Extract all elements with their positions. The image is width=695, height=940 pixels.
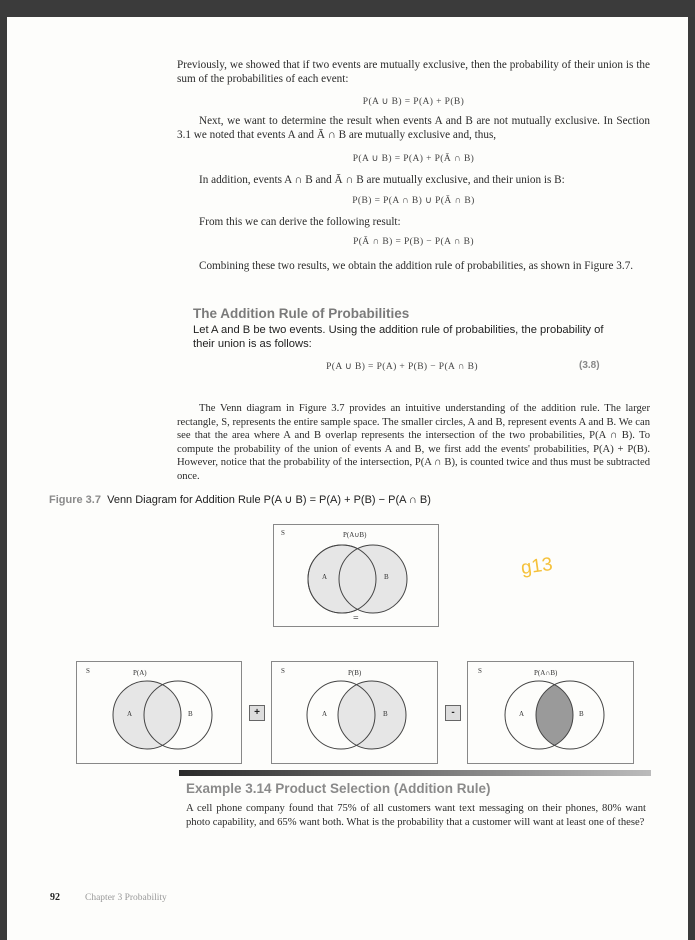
panel3-a-label: A [519,710,525,718]
venn-union-diagram [273,524,439,627]
example-text: A cell phone company found that 75% of all customers want text messaging on their phones, 80% want photo capability, and 65% want both. What is the probability that a customer will want at least one of these? [186,803,646,828]
rule-box-title: The Addition Rule of Probabilities [193,306,410,321]
equals-sign: = [353,613,359,624]
panel1-s-label: S [86,667,90,675]
example-title: Example 3.14 Product Selection (Addition Rule) [186,781,491,796]
figure-label: Figure 3.7 [49,494,101,506]
rule-box-text: Let A and B be two events. Using the addition rule of probabilities, the probability of their union is as follows: [193,324,604,350]
addition-paragraph: In addition, events A ∩ B and Ā ∩ B are mutually exclusive, and their union is B: [199,174,565,186]
panel3-s-label: S [478,667,482,675]
next-paragraph: Next, we want to determine the result when events A and B are not mutually exclusive. In Section 3.1 we noted that events A and Ā ∩ B are mutually exclusive and, thus, [177,115,650,141]
minus-operator: - [445,705,461,721]
top-union-label: P(A∪B) [343,531,367,539]
panel3-label: P(A∩B) [534,669,558,677]
derive-paragraph: From this we can derive the following result: [199,216,401,228]
equation-b-union: P(B) = P(A ∩ B) ∪ P(Ā ∩ B) [352,196,475,206]
equation-union-exclusive: P(A ∪ B) = P(A) + P(B) [362,97,465,107]
equation-union-complement: P(A ∪ B) = P(A) + P(Ā ∩ B) [352,154,475,164]
page-number: 92 [50,892,60,903]
top-s-label: S [281,529,285,537]
figure-caption-text: Venn Diagram for Addition Rule P(A ∪ B) = P(A) + P(B) − P(A ∩ B) [107,494,431,506]
combine-paragraph: Combining these two results, we obtain the addition rule of probabilities, as shown in Figure 3.7. [199,260,634,272]
example-rule [179,770,651,776]
rule-box-equation: P(A ∪ B) = P(A) + P(B) − P(A ∩ B) [326,362,478,372]
equation-derived: P(Ā ∩ B) = P(B) − P(A ∩ B) [353,237,474,247]
book-page [7,17,688,940]
panel2-a-label: A [322,710,328,718]
panel1-b-label: B [188,710,193,718]
chapter-footer: Chapter 3 Probability [85,893,167,903]
panel2-b-label: B [383,710,388,718]
top-a-label: A [322,573,328,581]
plus-operator: + [249,705,265,721]
venn-panel-a [76,661,242,764]
panel1-a-label: A [127,710,133,718]
equation-number: (3.8) [579,360,600,371]
panel1-label: P(A) [133,669,147,677]
panel2-label: P(B) [348,669,362,677]
panel3-b-label: B [579,710,584,718]
intro-paragraph: Previously, we showed that if two events are mutually exclusive, then the probability of their union is the sum of the probabilities of each event: [177,59,650,85]
circle-b [339,545,407,613]
venn-paragraph: The Venn diagram in Figure 3.7 provides an intuitive understanding of the addition rule. The larger rectangle, S, represents the entire sample space. The smaller circles, A and B, represent events A and B. We can see that the area where A and B overlap represents the intersection of the two probabilities, P(A ∩ B). To compute the probability of the union of events A and B, we first add the events' probabilities, P(A) + P(B). However, notice that the probability of the intersection, P(A ∩ B), is counted twice and thus must be subtracted once. [177,403,650,482]
top-bar [0,0,695,17]
watermark: g13 [519,553,554,580]
top-b-label: B [384,573,389,581]
figure-caption [49,493,431,506]
panel2-s-label: S [281,667,285,675]
